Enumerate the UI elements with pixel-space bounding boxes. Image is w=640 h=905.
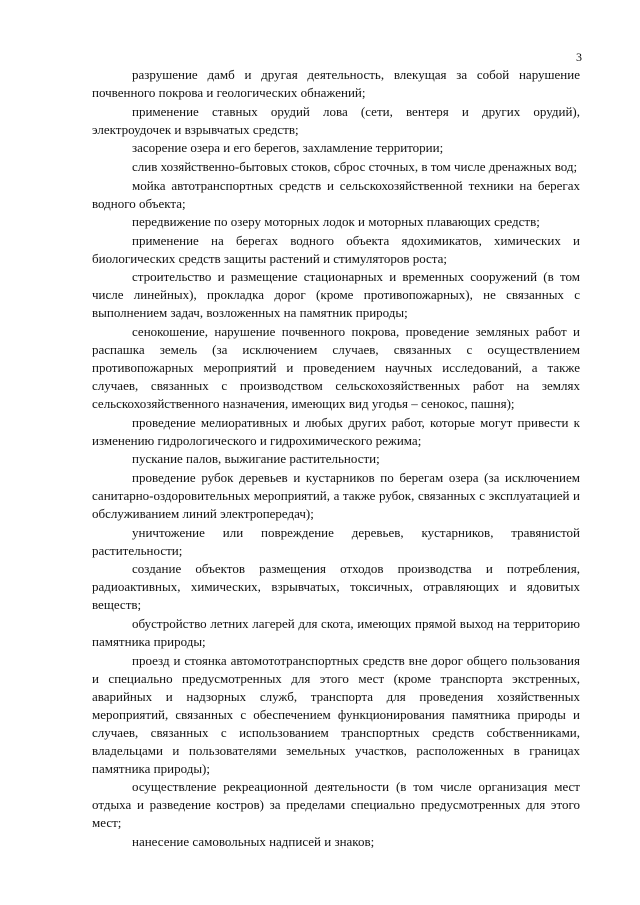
paragraph: сенокошение, нарушение почвенного покрова, проведение земляных работ и распашка земель (за исключением случаев, связанных с осуществлением противопожарных мероприятий и проведением научных исследований, а также случаев, связанных с производством сельскохозяйственных работ на землях сельскохозяйственного назначения, имеющих вид угодья – сенокос, пашня);: [92, 324, 580, 412]
paragraph: применение на берегах водного объекта ядохимикатов, химических и биологических средств защиты растений и стимуляторов роста;: [92, 232, 580, 266]
paragraph: проведение рубок деревьев и кустарников по берегам озера (за исключением санитарно-оздоровительных мероприятий, а также рубок, связанных с эксплуатацией и обслуживанием линий электропередач);: [92, 470, 580, 522]
paragraph: нанесение самовольных надписей и знаков;: [132, 833, 375, 849]
paragraph: обустройство летних лагерей для скота, имеющих прямой выход на территорию памятника природы;: [92, 615, 580, 649]
paragraph: пускание палов, выжигание растительности;: [132, 451, 380, 467]
paragraph: засорение озера и его берегов, захламление территории;: [132, 140, 444, 156]
paragraph: уничтожение или повреждение деревьев, кустарников, травянистой растительности;: [92, 524, 580, 558]
paragraph: разрушение дамб и другая деятельность, влекущая за собой нарушение почвенного покрова и геологических обнажений;: [92, 67, 580, 100]
paragraph: применение ставных орудий лова (сети, вентеря и других орудий), электроудочек и взрывчатых средств;: [92, 103, 580, 137]
document-body: [92, 66, 580, 852]
page-number: 3: [576, 50, 582, 64]
paragraph: создание объектов размещения отходов производства и потребления, радиоактивных, химических, взрывчатых, токсичных, отравляющих и ядовитых веществ;: [92, 561, 580, 613]
paragraph: передвижение по озеру моторных лодок и моторных плавающих средств;: [132, 214, 540, 230]
paragraph: мойка автотранспортных средств и сельскохозяйственной техники на берегах водного объекта;: [92, 177, 580, 211]
paragraph: проведение мелиоративных и любых других работ, которые могут привести к изменению гидрологического и гидрохимического режима;: [92, 414, 580, 448]
paragraph: строительство и размещение стационарных и временных сооружений (в том числе линейных), прокладка дорог (кроме противопожарных), не связанных с выполнением задач, возложенных на памятник природы;: [92, 269, 580, 321]
paragraph: слив хозяйственно-бытовых стоков, сброс сточных, в том числе дренажных вод;: [132, 158, 578, 174]
paragraph: проезд и стоянка автомототранспортных средств вне дорог общего пользования и специально предусмотренных для этого мест (кроме транспорта экстренных, аварийных и надзорных служб, транспорта для проведения хозяйственных мероприятий, связанных с обеспечением функционирования памятника природы и случаев, связанных с использованием транспортных средств собственниками, владельцами и пользователями земельных участков, расположенных в границах памятника природы);: [92, 652, 580, 776]
paragraph: осуществление рекреационной деятельности (в том числе организация мест отдыха и разведение костров) за пределами специально предусмотренных для этого мест;: [92, 779, 580, 831]
